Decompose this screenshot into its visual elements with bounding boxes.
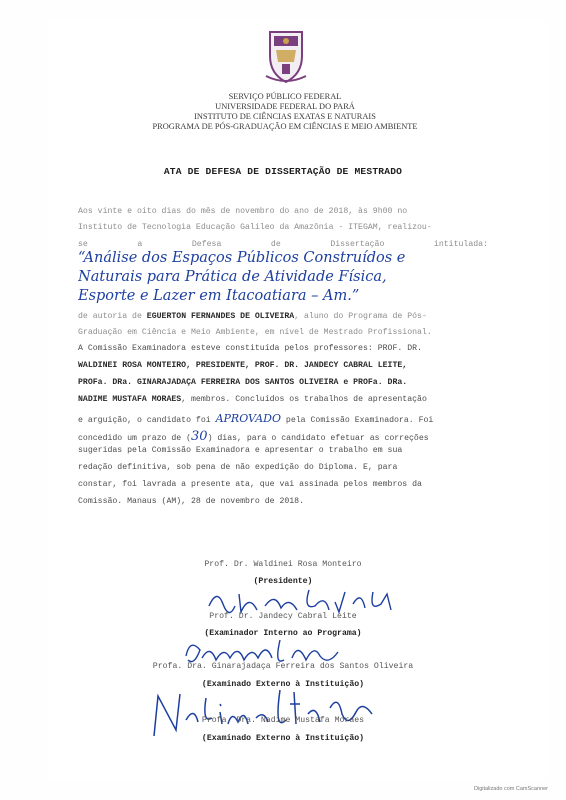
signatory-role: (Examinado Externo à Instituição) — [201, 734, 365, 743]
body-line: A Comissão Examinadora esteve constituída pelos professores: PROF. DR. — [78, 344, 422, 353]
header-university: UNIVERSIDADE FEDERAL DO PARÁ — [215, 102, 355, 111]
body-line — [78, 240, 488, 249]
body-line — [78, 312, 488, 321]
header-service: SERVIÇO PÚBLICO FEDERAL — [228, 92, 342, 101]
handwritten-days: 30 — [191, 429, 208, 444]
signatory-role: (Presidente) — [253, 577, 313, 586]
signatory-name: Prof. Dr. Waldinei Rosa Monteiro — [204, 560, 362, 569]
body-text: de autoria de — [78, 312, 147, 321]
body-text: , aluno do Programa de Pós- — [294, 312, 427, 321]
body-line — [78, 429, 488, 444]
body-line: Graduação em Ciência e Meio Ambiente, em nível de Mestrado Profissional. — [78, 328, 432, 337]
body-word: se — [78, 240, 88, 249]
author-name: EGUERTON FERNANDES DE OLIVEIRA — [146, 312, 295, 321]
body-word: Dissertação — [330, 240, 385, 249]
body-word: a — [137, 240, 143, 249]
body-word: Defesa — [191, 240, 222, 249]
scanner-footer: Digitalizado com CamScanner — [474, 786, 548, 792]
body-line: Comissão. Manaus (AM), 28 de novembro de 2018. — [78, 497, 305, 506]
signatory-role: (Examinador Interno ao Programa) — [204, 629, 362, 638]
signatory-name: Prof. Dr. Jandecy Cabral Leite — [209, 612, 357, 621]
signatory-name: Profa. Dra. Ginarajadaça Ferreira dos Santos Oliveira — [152, 662, 414, 671]
university-crest-icon — [264, 26, 308, 84]
handwritten-result: APROVADO — [215, 412, 282, 425]
body-line — [78, 412, 488, 425]
body-text: pela Comissão Examinadora. Foi — [281, 416, 434, 425]
body-line: sugeridas pela Comissão Examinadora e apresentar o trabalho em sua — [78, 446, 403, 455]
body-line — [78, 395, 488, 404]
body-word: intitulada: — [433, 240, 488, 249]
handwritten-dissertation-title: “Análise dos Espaços Públicos Construídos e — [78, 250, 406, 266]
document-title: ATA DE DEFESA DE DISSERTAÇÃO DE MESTRADO — [163, 166, 403, 177]
body-line: constar, foi lavrada a presente ata, que vai assinada pelos membros da — [78, 480, 422, 489]
body-word: de — [270, 240, 281, 249]
body-text: e arguição, o candidato foi — [78, 416, 216, 425]
body-line: PROFa. DRa. GINARAJADAÇA FERREIRA DOS SANTOS OLIVEIRA e PROFa. DRa. — [78, 378, 408, 387]
body-line: Instituto de Tecnologia Educação Galileo da Amazônia - ITEGAM, realizou- — [78, 223, 432, 232]
body-line: redação definitiva, sob pena de não expedição do Diploma. E, para — [78, 463, 398, 472]
signatory-name: Profa. Dra. Nadime Mustafa Moraes — [201, 716, 365, 725]
handwritten-dissertation-title: Naturais para Prática de Atividade Física, — [78, 269, 387, 285]
body-text: ) dias, para o candidato efetuar as correções — [207, 434, 429, 443]
body-text: , membros. Concluídos os trabalhos de apresentação — [181, 395, 427, 404]
body-line: WALDINEI ROSA MONTEIRO, PRESIDENTE, PROF. DR. JANDECY CABRAL LEITE, — [78, 361, 408, 370]
signatory-role: (Examinado Externo à Instituição) — [201, 680, 365, 689]
body-line: Aos vinte e oito dias do mês de novembro do ano de 2018, às 9h00 no — [78, 207, 408, 216]
handwritten-dissertation-title: Esporte e Lazer em Itacoatiara – Am.” — [78, 288, 360, 304]
header-program: PROGRAMA DE PÓS-GRADUAÇÃO EM CIÊNCIAS E MEIO AMBIENTE — [152, 122, 418, 131]
header-institute: INSTITUTO DE CIÊNCIAS EXATAS E NATURAIS — [194, 112, 376, 121]
body-text: concedido um prazo de ( — [78, 434, 192, 443]
member-name: NADIME MUSTAFA MORAES — [78, 395, 182, 404]
